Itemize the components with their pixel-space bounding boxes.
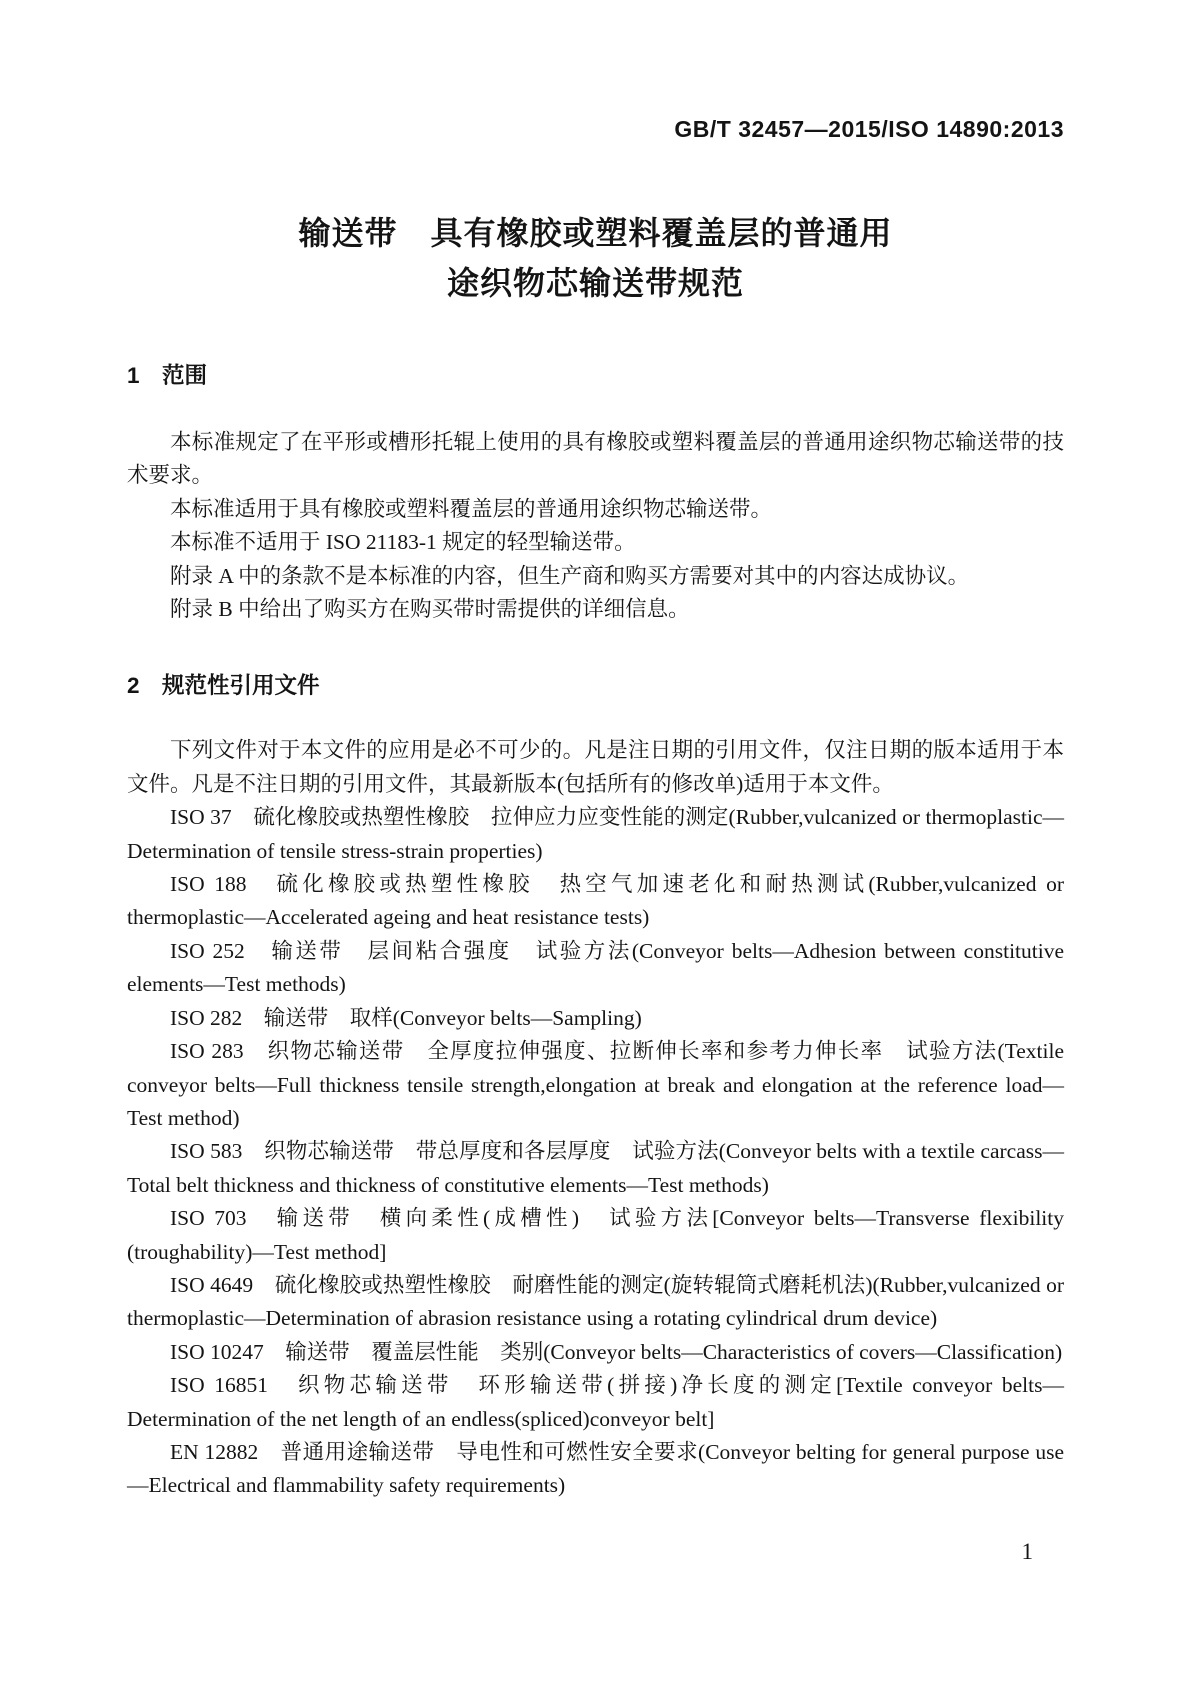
- standard-code: GB/T 32457—2015/ISO 14890:2013: [674, 116, 1064, 142]
- section-1-body: [127, 426, 1064, 626]
- reference-item-iso-37: ISO 37 硫化橡胶或热塑性橡胶 拉伸应力应变性能的测定(Rubber,vulcanized or thermoplastic—Determination of tensile stress-strain properties): [127, 805, 1064, 863]
- reference-item-iso-583: ISO 583 织物芯输送带 带总厚度和各层厚度 试验方法(Conveyor belts with a textile carcass—Total belt thickness and thickness of constitutive elements—Test methods): [127, 1139, 1064, 1197]
- section-1-number: 1: [127, 363, 140, 388]
- section-2-title: 规范性引用文件: [162, 673, 320, 699]
- scope-paragraph-1: 本标准规定了在平形或槽形托辊上使用的具有橡胶或塑料覆盖层的普通用途织物芯输送带的技术要求。: [127, 430, 1064, 488]
- reference-item-iso-282: ISO 282 输送带 取样(Conveyor belts—Sampling): [170, 1005, 642, 1030]
- document-title-line-2: 途织物芯输送带规范: [446, 265, 744, 301]
- references-intro: 下列文件对于本文件的应用是必不可少的。凡是注日期的引用文件，仅注日期的版本适用于本文件。凡是不注日期的引用文件，其最新版本(包括所有的修改单)适用于本文件。: [127, 738, 1064, 796]
- reference-item-iso-188: ISO 188 硫化橡胶或热塑性橡胶 热空气加速老化和耐热测试(Rubber,vulcanized or thermoplastic—Accelerated ageing and heat resistance tests): [127, 872, 1064, 930]
- scope-paragraph-5: 附录 B 中给出了购买方在购买带时需提供的详细信息。: [170, 597, 690, 622]
- document-title-line-1: 输送带 具有橡胶或塑料覆盖层的普通用: [298, 215, 893, 251]
- reference-item-iso-16851: ISO 16851 织物芯输送带 环形输送带(拼接)净长度的测定[Textile conveyor belts—Determination of the net length of an endless(spliced)conveyor belt]: [127, 1373, 1064, 1431]
- page-number: 1: [1021, 1539, 1033, 1564]
- section-normative-references: [127, 672, 1064, 1502]
- reference-item-iso-10247: ISO 10247 输送带 覆盖层性能 类别(Conveyor belts—Characteristics of covers—Classification): [170, 1339, 1063, 1364]
- reference-item-iso-4649: ISO 4649 硫化橡胶或热塑性橡胶 耐磨性能的测定(旋转辊筒式磨耗机法)(Rubber,vulcanized or thermoplastic—Determination of abrasion resistance using a rotating cylindrical drum device): [127, 1272, 1064, 1331]
- section-1-heading: [127, 362, 1064, 390]
- reference-item-en-12882: EN 12882 普通用途输送带 导电性和可燃性安全要求(Conveyor belting for general purpose use—Electrical and flammability safety requirements): [127, 1439, 1064, 1498]
- section-2-number: 2: [127, 673, 140, 699]
- section-scope: [127, 362, 1064, 626]
- section-2-body: [127, 734, 1064, 1502]
- scope-paragraph-4: 附录 A 中的条款不是本标准的内容，但生产商和购买方需要对其中的内容达成协议。: [170, 563, 970, 588]
- section-2-heading: [127, 672, 1064, 700]
- reference-item-iso-252: ISO 252 输送带 层间粘合强度 试验方法(Conveyor belts—Adhesion between constitutive elements—Test methods): [127, 938, 1064, 997]
- reference-item-iso-283: ISO 283 织物芯输送带 全厚度拉伸强度、拉断伸长率和参考力伸长率 试验方法(Textile conveyor belts—Full thickness tensile strength,elongation at break and elongation at the reference load—Test method): [127, 1039, 1064, 1130]
- scope-paragraph-2: 本标准适用于具有橡胶或塑料覆盖层的普通用途织物芯输送带。: [170, 496, 773, 521]
- page-content: [127, 0, 1064, 1503]
- scope-paragraph-3: 本标准不适用于 ISO 21183-1 规定的轻型输送带。: [170, 530, 636, 555]
- section-1-title: 范围: [162, 363, 208, 388]
- document-title: [127, 208, 1064, 308]
- reference-item-iso-703: ISO 703 输送带 横向柔性(成槽性) 试验方法[Conveyor belts—Transverse flexibility (troughability)—Test method]: [127, 1206, 1064, 1264]
